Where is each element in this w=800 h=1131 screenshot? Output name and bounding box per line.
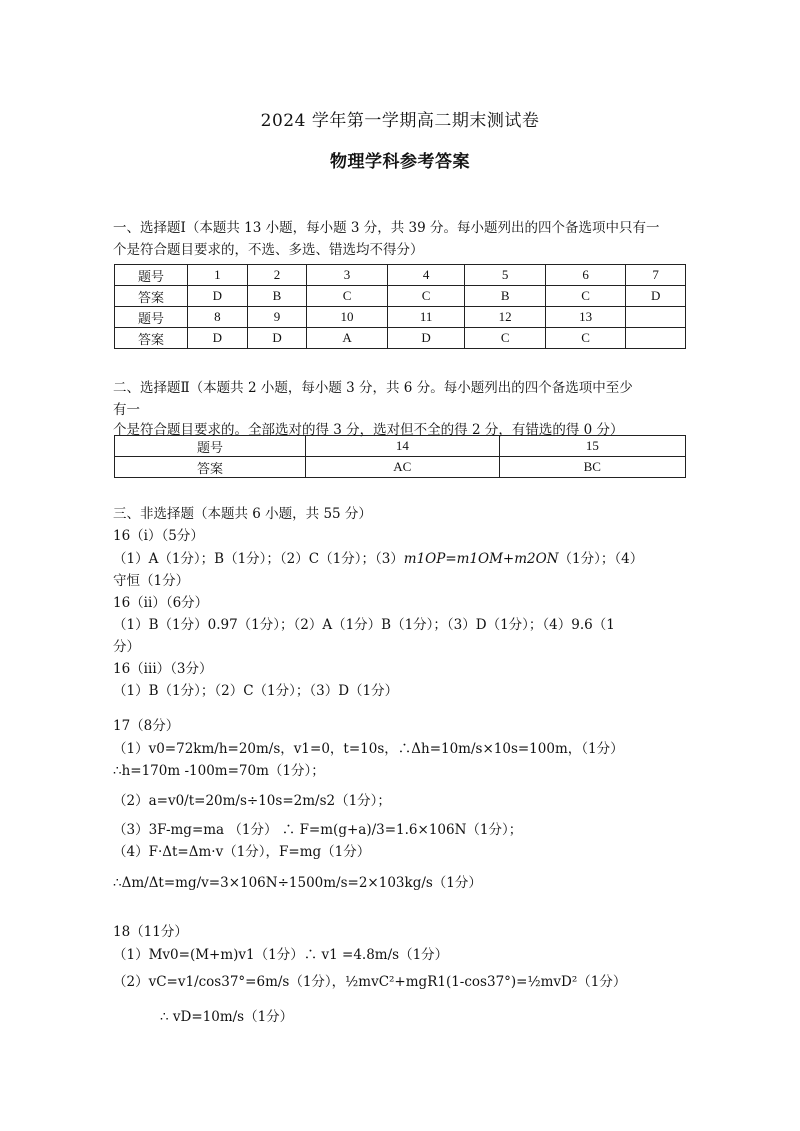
q16iii-title: 16（iii）（3分） [113, 661, 213, 677]
table-cell: 3 [307, 265, 387, 286]
section2-heading-line2: 有一 [113, 402, 140, 418]
q17-line1: （1）v0=72km/h=20m/s，v1=0，t=10s，∴Δh=10m/s×10s=100m，（1分） [113, 741, 624, 757]
table-cell: C [307, 286, 387, 307]
table-cell: 14 [306, 436, 500, 457]
table-cell: 11 [387, 307, 465, 328]
q16ii-line1: （1）B（1分）0.97（1分）；（2）A（1分）B（1分）；（3）D（1分）；（4）9.6（1 [113, 617, 615, 633]
table-cell: D [387, 328, 465, 349]
table-row [115, 457, 686, 478]
q17-line3: （2）a=v0/t=20m/s÷10s=2m/s2（1分）； [113, 793, 391, 809]
table-row [115, 328, 686, 349]
table-cell: D [188, 286, 248, 307]
table-row [115, 265, 686, 286]
q18-title: 18（11分） [113, 924, 188, 940]
table-cell: 题号 [115, 307, 188, 328]
table-cell: 6 [545, 265, 625, 286]
section2-heading-line3: 个是符合题目要求的。全部选对的得 3 分，选对但不全的得 2 分，有错选的得 0 分） [113, 422, 624, 438]
table-cell: 15 [499, 436, 685, 457]
table-cell: AC [306, 457, 500, 478]
page-subtitle: 物理学科参考答案 [330, 152, 470, 172]
table-cell: 题号 [115, 436, 306, 457]
q16ii-title: 16（ii）（6分） [113, 595, 209, 611]
q16i-line1 [113, 547, 643, 567]
table-row [115, 307, 686, 328]
table-cell: 4 [387, 265, 465, 286]
table-cell: 答案 [115, 457, 306, 478]
q16i-formula: m1OP=m1OM+m2ON [403, 551, 559, 567]
section2-answer-table [114, 435, 686, 478]
q16iii-line1: （1）B（1分）；（2）C（1分）；（3）D（1分） [113, 683, 399, 699]
section1-heading-line2: 个是符合题目要求的，不选、多选、错选均不得分） [113, 242, 424, 258]
q17-line2: ∴h=170m -100m=70m（1分）； [113, 763, 325, 779]
table-cell: D [247, 328, 307, 349]
page-title: 2024 学年第一学期高二期末测试卷 [260, 111, 540, 131]
q16i-title: 16（i）（5分） [113, 528, 204, 544]
table-cell: B [247, 286, 307, 307]
q16i-line1-part2: （1分）；（4） [558, 551, 644, 567]
table-cell: D [626, 286, 686, 307]
q16ii-line2: 分） [113, 639, 140, 655]
q17-title: 17（8分） [113, 718, 180, 734]
table-cell: 1 [188, 265, 248, 286]
table-cell: 7 [626, 265, 686, 286]
table-cell: 12 [465, 307, 545, 328]
q18-line3: ∴ vD=10m/s（1分） [160, 1009, 294, 1025]
table-cell [626, 328, 686, 349]
table-cell: B [465, 286, 545, 307]
q17-line4: （3）3F-mg=ma （1分） ∴ F=m(g+a)/3=1.6×106N（1分）； [113, 822, 523, 838]
table-cell: 10 [307, 307, 387, 328]
table-row [115, 286, 686, 307]
table-cell: C [545, 328, 625, 349]
q17-line5: （4）F·Δt=Δm·v（1分），F=mg（1分） [113, 844, 371, 860]
table-cell: 答案 [115, 328, 188, 349]
section3-heading: 三、非选择题（本题共 6 小题，共 55 分） [113, 506, 372, 522]
table-cell: 9 [247, 307, 307, 328]
table-cell [626, 307, 686, 328]
table-cell: C [387, 286, 465, 307]
section1-answer-table [114, 264, 686, 349]
section2-heading-line1: 二、选择题Ⅱ（本题共 2 小题，每小题 3 分，共 6 分。每小题列出的四个备选项中至少 [113, 380, 633, 396]
table-row [115, 436, 686, 457]
q16i-line2: 守恒（1分） [113, 573, 190, 589]
q17-line6: ∴Δm/Δt=mg/v=3×106N÷1500m/s=2×103kg/s（1分） [113, 875, 482, 891]
table-cell: D [188, 328, 248, 349]
table-cell: C [545, 286, 625, 307]
table-cell: A [307, 328, 387, 349]
q18-line2: （2）vC=v1/cos37°=6m/s（1分），½mvC²+mgR1(1-cos37°)=½mvD²（1分） [113, 974, 627, 990]
q18-line1: （1）Mv0=(M+m)v1（1分）∴ v1 =4.8m/s（1分） [113, 947, 449, 963]
table-cell: 题号 [115, 265, 188, 286]
table-cell: 2 [247, 265, 307, 286]
table-cell: BC [499, 457, 685, 478]
table-cell: 8 [188, 307, 248, 328]
section1-heading-line1: 一、选择题Ⅰ（本题共 13 小题，每小题 3 分，共 39 分。每小题列出的四个备选项中只有一 [113, 220, 660, 236]
table-cell: 13 [545, 307, 625, 328]
q16i-line1-part1: （1）A（1分）；B（1分）；（2）C（1分）；（3） [113, 551, 404, 567]
table-cell: C [465, 328, 545, 349]
table-cell: 5 [465, 265, 545, 286]
table-cell: 答案 [115, 286, 188, 307]
